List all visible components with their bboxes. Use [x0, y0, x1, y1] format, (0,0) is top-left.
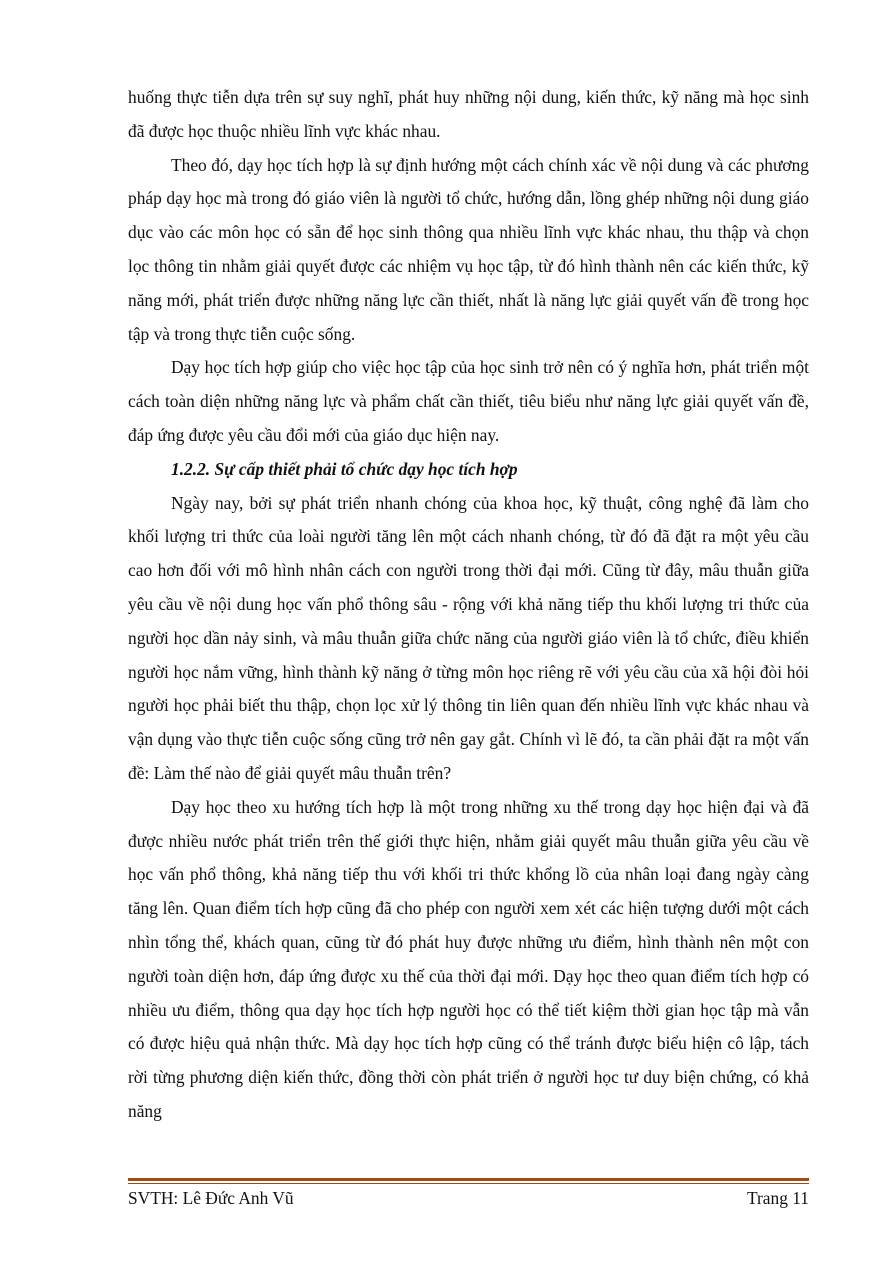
- paragraph: Ngày nay, bởi sự phát triển nhanh chóng của khoa học, kỹ thuật, công nghệ đã làm cho khối lượng tri thức của loài người tăng lên một cách nhanh chóng, từ đó đã đặt ra một yêu cầu cao hơn đối với mô hình nhân cách con người trong thời đại mới. Cũng từ đây, mâu thuẫn giữa yêu cầu về nội dung học vấn phổ thông sâu - rộng với khả năng tiếp thu khối lượng tri thức của người học dần nảy sinh, và mâu thuẫn giữa chức năng của người giáo viên là tổ chức, điều khiển người học nắm vững, hình thành kỹ năng ở từng môn học riêng rẽ với yêu cầu của xã hội đòi hỏi người học phải biết thu thập, chọn lọc xử lý thông tin liên quan đến nhiều lĩnh vực khác nhau và vận dụng vào thực tiễn cuộc sống cũng trở nên gay gắt. Chính vì lẽ đó, ta cần phải đặt ra một vấn đề: Làm thế nào để giải quyết mâu thuẫn trên?: [128, 492, 809, 783]
- footer-divider-thin: [128, 1183, 809, 1184]
- paragraph: Dạy học theo xu hướng tích hợp là một trong những xu thế trong dạy học hiện đại và đã được nhiều nước phát triển trên thế giới thực hiện, nhằm giải quyết mâu thuẫn giữa yêu cầu về học vấn phổ thông, khả năng tiếp thu với khối tri thức khổng lồ của nhân loại đang ngày càng tăng lên. Quan điểm tích hợp cũng đã cho phép con người xem xét các hiện tượng dưới một cách nhìn tổng thể, khách quan, cũng từ đó phát huy được những ưu điểm, hình thành nên một con người toàn diện hơn, đáp ứng được xu thế của thời đại mới. Dạy học theo quan điểm tích hợp có nhiều ưu điểm, thông qua dạy học tích hợp người học có thể tiết kiệm thời gian học tập mà vẫn có được hiệu quả nhận thức. Mà dạy học tích hợp cũng có thể tránh được biểu hiện cô lập, tách rời từng phương diện kiến thức, đồng thời còn phát triển ở người học tư duy biện chứng, có khả năng: [128, 796, 809, 1121]
- document-body: [128, 81, 809, 1129]
- page-number: Trang 11: [746, 1188, 809, 1208]
- paragraph-continuation: huống thực tiễn dựa trên sự suy nghĩ, phát huy những nội dung, kiến thức, kỹ năng mà học sinh đã được học thuộc nhiều lĩnh vực khác nhau.: [128, 87, 809, 141]
- page-footer: [128, 1186, 809, 1210]
- footer-author: SVTH: Lê Đức Anh Vũ: [128, 1188, 294, 1208]
- section-heading: 1.2.2. Sự cấp thiết phải tổ chức dạy học tích hợp: [171, 458, 518, 479]
- paragraph: Dạy học tích hợp giúp cho việc học tập của học sinh trở nên có ý nghĩa hơn, phát triển một cách toàn diện những năng lực và phẩm chất cần thiết, tiêu biểu như năng lực giải quyết vấn đề, đáp ứng được yêu cầu đổi mới của giáo dục hiện nay.: [128, 357, 809, 445]
- paragraph: Theo đó, dạy học tích hợp là sự định hướng một cách chính xác về nội dung và các phương pháp dạy học mà trong đó giáo viên là người tổ chức, hướng dẫn, lồng ghép những nội dung giáo dục vào các môn học có sẵn để học sinh thông qua nhiều lĩnh vực khác nhau, thu thập và chọn lọc thông tin nhằm giải quyết được các nhiệm vụ học tập, từ đó hình thành nên các kiến thức, kỹ năng mới, phát triển được những năng lực cần thiết, nhất là năng lực giải quyết vấn đề trong học tập và trong thực tiễn cuộc sống.: [128, 154, 809, 344]
- footer-divider: [128, 1178, 809, 1181]
